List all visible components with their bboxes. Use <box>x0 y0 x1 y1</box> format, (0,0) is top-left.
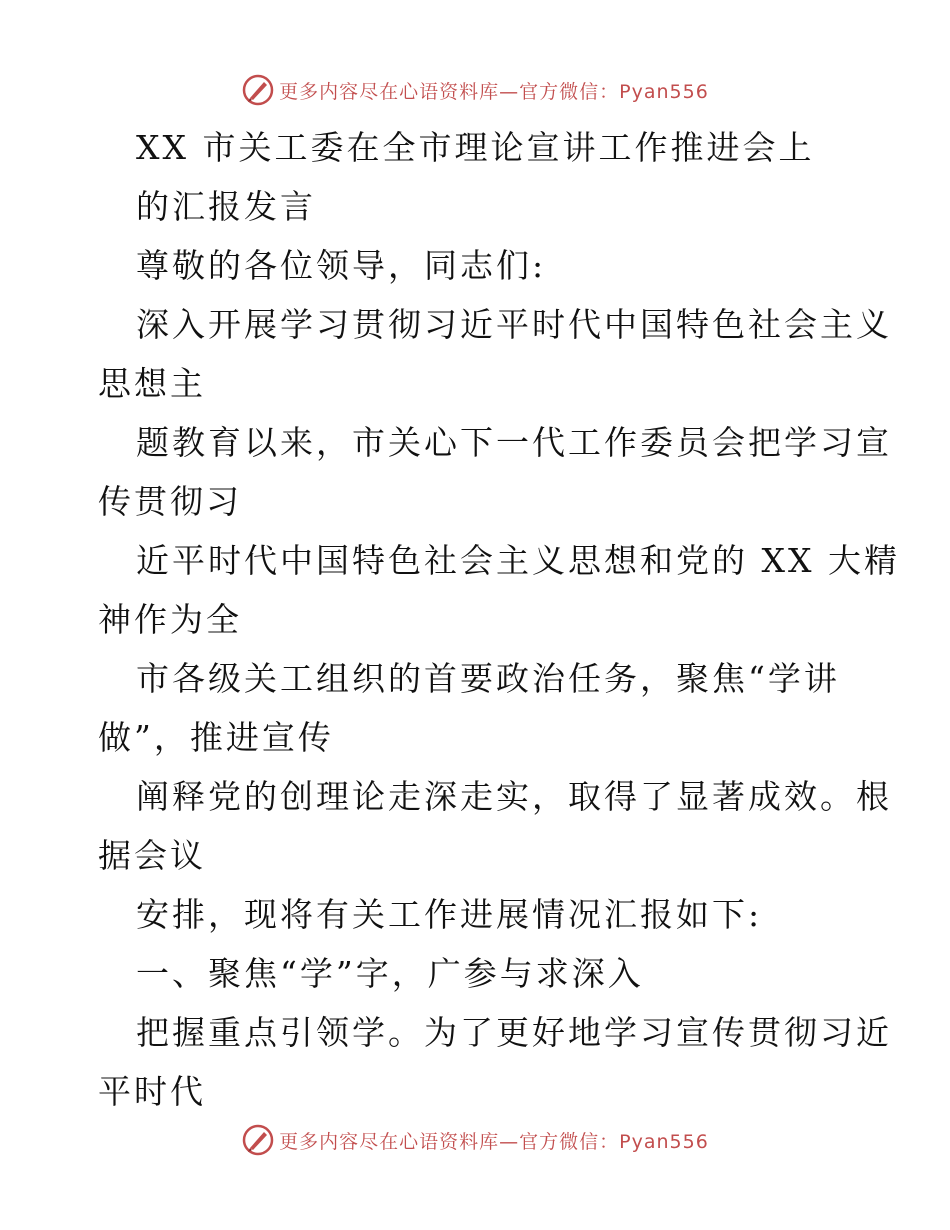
paragraph-line: 平时代 <box>98 1072 206 1111</box>
document-paragraph <box>98 413 892 531</box>
footer-watermark-banner <box>0 1120 950 1160</box>
document-paragraph <box>98 531 900 649</box>
paragraph-line: 的汇报发言 <box>136 187 316 226</box>
header-watermark-text: 更多内容尽在心语资料库—官方微信：Pyan556 <box>279 80 709 103</box>
paragraph-line: XX 市关工委在全市理论宣讲工作推进会上 <box>136 128 815 167</box>
paragraph-line: 市各级关工组织的首要政治任务，聚焦“学讲 <box>136 659 840 698</box>
document-paragraph <box>98 944 858 1003</box>
paragraph-line: 题教育以来，市关心下一代工作委员会把学习宣 <box>136 423 892 462</box>
paragraph-line: 近平时代中国特色社会主义思想和党的 XX 大精 <box>136 541 900 580</box>
document-paragraph <box>98 1003 892 1121</box>
footer-watermark-text: 更多内容尽在心语资料库—官方微信：Pyan556 <box>279 1130 709 1153</box>
quill-pen-logo-icon <box>241 73 275 107</box>
document-paragraph <box>98 885 858 944</box>
paragraph-line: 阐释党的创理论走深走实，取得了显著成效。根 <box>136 777 892 816</box>
paragraph-line: 思想主 <box>98 364 206 403</box>
header-watermark-banner <box>0 70 950 110</box>
paragraph-line: 一、聚焦“学”字，广参与求深入 <box>136 954 644 993</box>
document-paragraph <box>98 118 858 177</box>
paragraph-line: 据会议 <box>98 836 206 875</box>
paragraph-line: 做”，推进宣传 <box>98 718 334 757</box>
document-paragraph <box>98 177 858 236</box>
paragraph-line: 安排，现将有关工作进展情况汇报如下: <box>136 895 763 934</box>
document-paragraph <box>98 767 892 885</box>
document-paragraph <box>98 236 858 295</box>
quill-pen-logo-icon <box>241 1123 275 1157</box>
document-body <box>98 118 900 1121</box>
paragraph-line: 传贯彻习 <box>98 482 242 521</box>
paragraph-line: 深入开展学习贯彻习近平时代中国特色社会主义 <box>136 305 892 344</box>
paragraph-line: 尊敬的各位领导，同志们: <box>136 246 547 285</box>
paragraph-line: 把握重点引领学。为了更好地学习宣传贯彻习近 <box>136 1013 892 1052</box>
document-paragraph <box>98 295 892 413</box>
paragraph-line: 神作为全 <box>98 600 242 639</box>
document-paragraph <box>98 649 858 767</box>
